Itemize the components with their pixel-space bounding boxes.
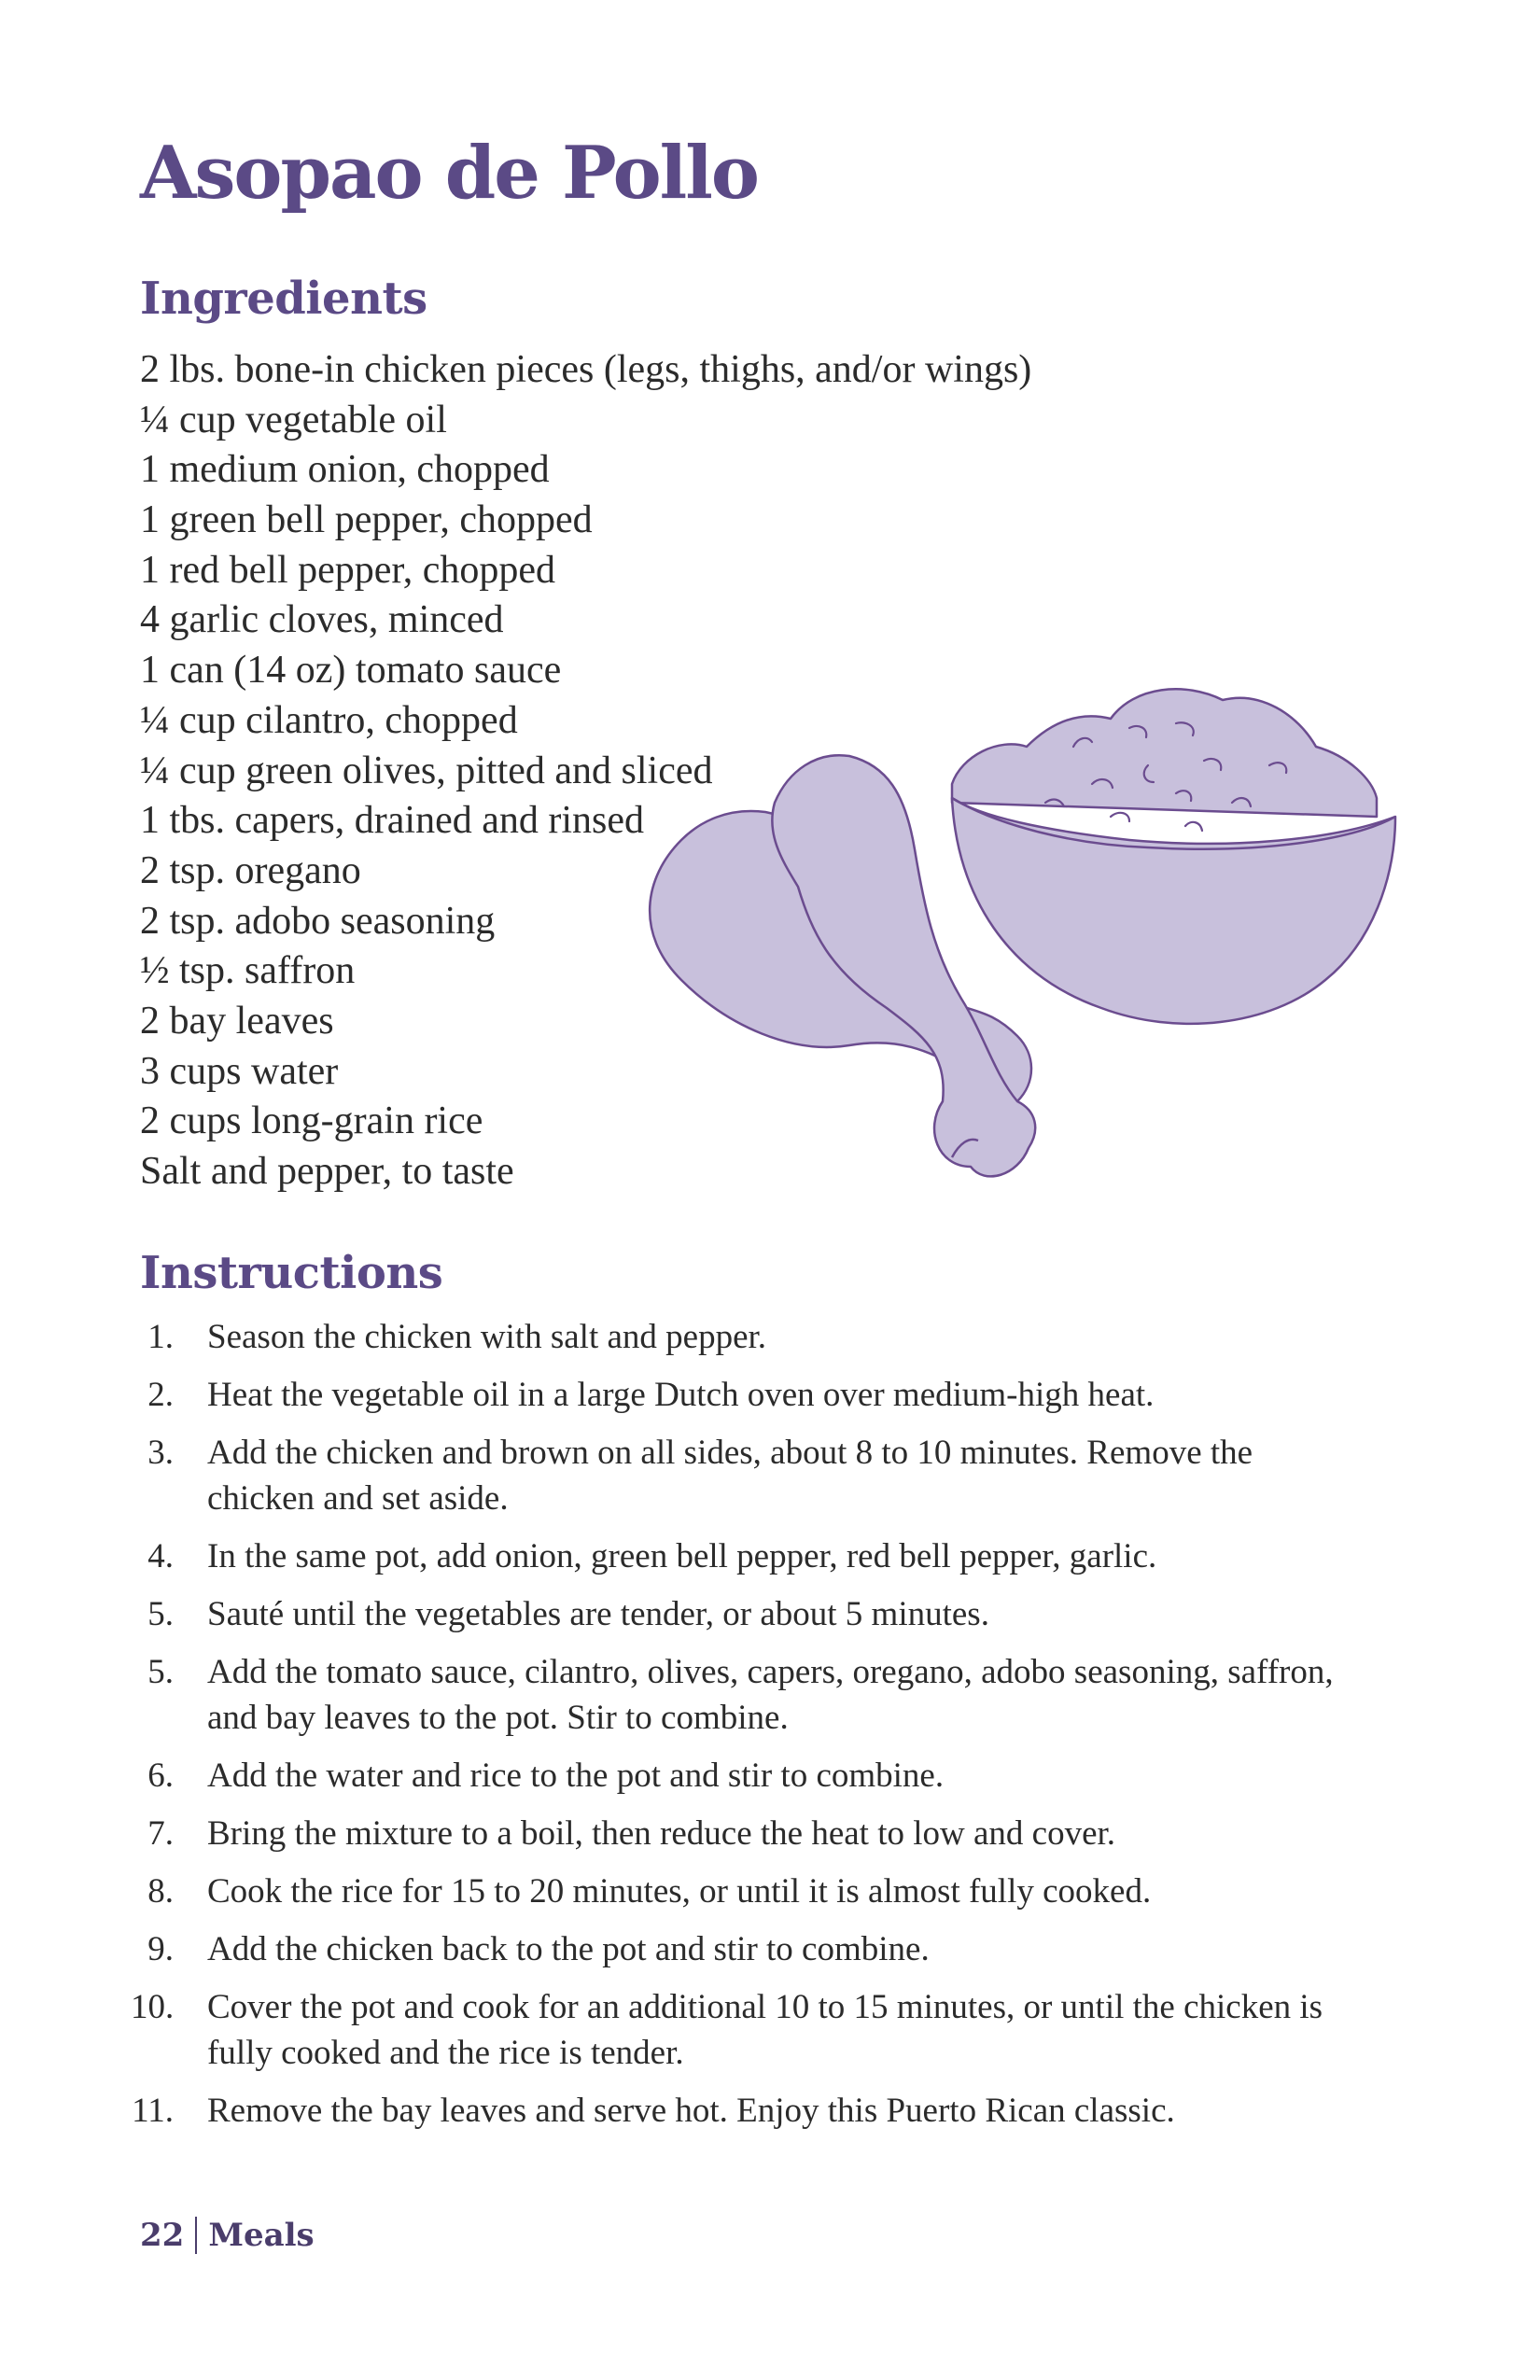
instruction-step <box>131 1926 1344 1972</box>
ingredient-item: 2 tsp. oregano <box>140 848 361 892</box>
step-text: Cover the pot and cook for an additional 10 to 15 minutes, or until the chicken is fully cooked and the rice is tender. <box>207 1988 1323 2072</box>
ingredient-item: 2 cups long-grain rice <box>140 1099 483 1143</box>
step-number: 1. <box>147 1318 174 1356</box>
step-number: 11. <box>132 2092 174 2130</box>
instruction-step <box>131 2088 1344 2134</box>
step-text: Sauté until the vegetables are tender, or about 5 minutes. <box>207 1595 989 1633</box>
footer-divider <box>195 2217 197 2254</box>
ingredient-item: ¼ cup green olives, pitted and sliced <box>140 749 713 792</box>
step-number: 5. <box>147 1595 174 1633</box>
ingredient-item: ½ tsp. saffron <box>140 949 356 993</box>
step-number: 6. <box>147 1757 174 1795</box>
instruction-step <box>131 1649 1344 1741</box>
instructions-heading: Instructions <box>140 1247 443 1299</box>
step-text: Cook the rice for 15 to 20 minutes, or until it is almost fully cooked. <box>207 1872 1152 1911</box>
ingredient-item: ¼ cup vegetable oil <box>140 398 447 441</box>
ingredient-item: Salt and pepper, to taste <box>140 1150 514 1193</box>
step-text: Remove the bay leaves and serve hot. Enjoy this Puerto Rican classic. <box>207 2092 1175 2130</box>
instruction-list <box>131 1314 1344 2146</box>
ingredients-heading: Ingredients <box>140 273 427 325</box>
step-text: Add the chicken back to the pot and stir to combine. <box>207 1930 930 1968</box>
recipe-title: Asopao de Pollo <box>140 131 758 216</box>
recipe-illustration <box>625 663 1503 1269</box>
step-text: Bring the mixture to a boil, then reduce the heat to low and cover. <box>207 1814 1116 1853</box>
step-text: Heat the vegetable oil in a large Dutch oven over medium-high heat. <box>207 1376 1155 1414</box>
step-text: In the same pot, add onion, green bell pepper, red bell pepper, garlic. <box>207 1537 1157 1575</box>
step-number: 3. <box>147 1434 174 1472</box>
step-number: 4. <box>147 1537 174 1575</box>
ingredient-item: 2 tsp. adobo seasoning <box>140 899 496 943</box>
step-text: Add the tomato sauce, cilantro, olives, capers, oregano, adobo seasoning, saffron, and bay leaves to the pot. Stir to combine. <box>207 1653 1334 1737</box>
ingredient-item: 1 green bell pepper, chopped <box>140 498 593 542</box>
step-text: Season the chicken with salt and pepper. <box>207 1318 767 1356</box>
instruction-step <box>131 1314 1344 1360</box>
instruction-step <box>131 1372 1344 1418</box>
ingredient-item: 2 lbs. bone-in chicken pieces (legs, thighs, and/or wings) <box>140 348 1032 391</box>
ingredient-item: 2 bay leaves <box>140 999 334 1043</box>
instruction-step <box>131 1869 1344 1914</box>
section-name: Meals <box>208 2217 315 2254</box>
instruction-step <box>131 1984 1344 2076</box>
step-number: 10. <box>131 1988 175 2026</box>
step-text: Add the water and rice to the pot and stir to combine. <box>207 1757 945 1795</box>
step-number: 8. <box>147 1872 174 1911</box>
ingredient-item: 1 medium onion, chopped <box>140 448 550 492</box>
step-number: 2. <box>147 1376 174 1414</box>
instruction-step <box>131 1533 1344 1579</box>
ingredient-item: 1 tbs. capers, drained and rinsed <box>140 799 644 843</box>
step-number: 9. <box>147 1930 174 1968</box>
instruction-step <box>131 1811 1344 1856</box>
ingredient-item: 1 can (14 oz) tomato sauce <box>140 649 562 693</box>
rice-bowl-icon <box>952 689 1395 1024</box>
page-footer <box>140 2217 315 2254</box>
ingredient-item: 3 cups water <box>140 1049 339 1093</box>
page-number: 22 <box>140 2217 185 2254</box>
step-text: Add the chicken and brown on all sides, about 8 to 10 minutes. Remove the chicken and set aside. <box>207 1434 1253 1518</box>
ingredient-item: 4 garlic cloves, minced <box>140 598 504 642</box>
step-number: 7. <box>147 1814 174 1853</box>
ingredient-item: ¼ cup cilantro, chopped <box>140 698 518 742</box>
instruction-step <box>131 1591 1344 1637</box>
instruction-step <box>131 1430 1344 1521</box>
step-number: 5. <box>147 1653 174 1691</box>
instruction-step <box>131 1753 1344 1799</box>
ingredient-item: 1 red bell pepper, chopped <box>140 548 555 592</box>
